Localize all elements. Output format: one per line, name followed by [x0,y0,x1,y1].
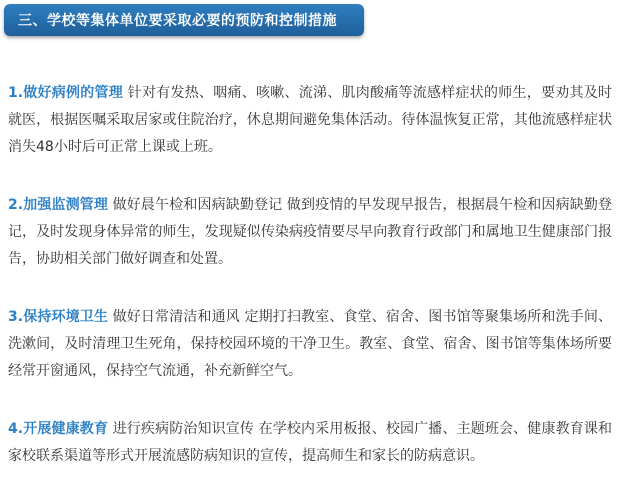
measure-text-1: 针对有发热、咽痛、咳嗽、流涕、肌肉酸痛等流感样症状的师生，要劝其及时就医，根据医嘱采取居家或住院治疗，休息期间避免集体活动。待体温恢复正常，其他流感样症状消失48小时后可正常上课或上班。 [8,85,612,155]
measure-paragraph-4 [8,416,612,470]
measure-heading-2: 2.加强监测管理 [8,197,109,213]
measure-heading-1: 1.做好病例的管理 [8,85,124,101]
measure-paragraph-1 [8,80,612,161]
measure-heading-4: 4.开展健康教育 [8,421,109,437]
measure-text-4: 进行疾病防治知识宣传 在学校内采用板报、校园广播、主题班会、健康教育课和家校联系渠道等形式开展流感防病知识的宣传，提高师生和家长的防病意识。 [8,421,612,464]
measure-text-3: 做好日常清洁和通风 定期打扫教室、食堂、宿舍、图书馆等聚集场所和洗手间、洗漱间，及时清理卫生死角，保持校园环境的干净卫生。教室、食堂、宿舍、图书馆等集体场所要经常开窗通风，保持空气流通，补充新鲜空气。 [8,309,612,379]
measure-text-2: 做好晨午检和因病缺勤登记 做到疫情的早发现早报告，根据晨午检和因病缺勤登记，及时发现身体异常的师生，发现疑似传染病疫情要尽早向教育行政部门和属地卫生健康部门报告，协助相关部门做好调查和处置。 [8,197,612,267]
measure-paragraph-3 [8,304,612,385]
measure-paragraph-2 [8,192,612,273]
section-header-badge [4,4,364,36]
measure-heading-3: 3.保持环境卫生 [8,309,109,325]
section-header-title: 三、学校等集体单位要采取必要的预防和控制措施 [18,13,337,29]
